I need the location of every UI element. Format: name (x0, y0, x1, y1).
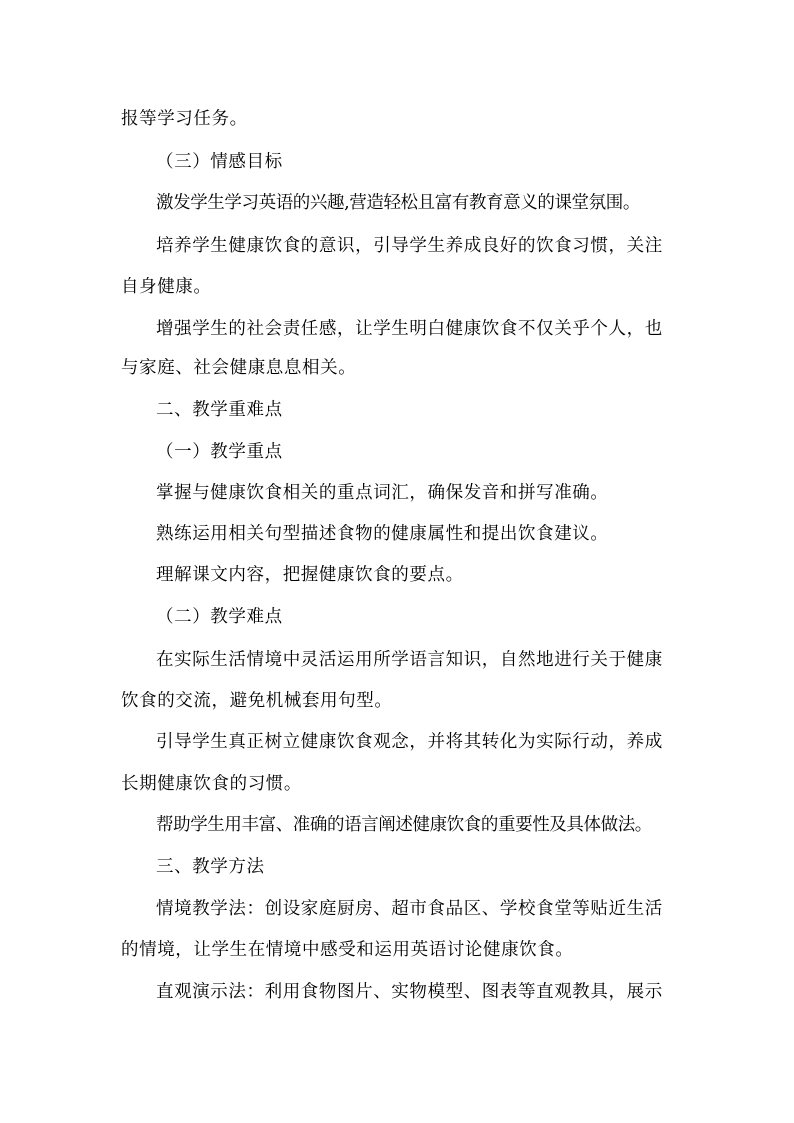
subheading-difficulties: （二）教学难点 (156, 607, 283, 627)
paragraph-line: 直观演示法：利用食物图片、实物模型、图表等直观教具，展示 (156, 982, 663, 1002)
section-heading-teaching-methods: 三、教学方法 (156, 857, 265, 877)
paragraph-line: 增强学生的社会责任感，让学生明白健康饮食不仅关乎个人，也 (156, 319, 663, 339)
paragraph-line: 自身健康。 (121, 277, 212, 297)
paragraph-line: 的情境，让学生在情境中感受和运用英语讨论健康饮食。 (121, 940, 574, 960)
subheading-key-points: （一）教学重点 (156, 442, 283, 462)
paragraph-line: 帮助学生用丰富、准确的语言阐述健康饮食的重要性及具体做法。 (156, 815, 652, 835)
paragraph-line: 引导学生真正树立健康饮食观念，并将其转化为实际行动，养成 (156, 732, 663, 752)
paragraph-line: 情境教学法：创设家庭厨房、超市食品区、学校食堂等贴近生活 (156, 899, 663, 919)
paragraph-continuation: 报等学习任务。 (121, 109, 248, 129)
paragraph-line: 饮食的交流，避免机械套用句型。 (121, 691, 393, 711)
paragraph-line: 与家庭、社会健康息息相关。 (121, 358, 357, 378)
paragraph-line: 培养学生健康饮食的意识，引导学生养成良好的饮食习惯，关注 (156, 236, 663, 256)
paragraph-line: 掌握与健康饮食相关的重点词汇，确保发音和拼写准确。 (156, 483, 609, 503)
paragraph-line: 理解课文内容，把握健康饮食的要点。 (156, 565, 464, 585)
paragraph-line: 熟练运用相关句型描述食物的健康属性和提出饮食建议。 (156, 524, 609, 544)
paragraph-line: 在实际生活情境中灵活运用所学语言知识，自然地进行关于健康 (156, 650, 663, 670)
paragraph-line: 长期健康饮食的习惯。 (121, 774, 302, 794)
section-heading-key-difficulties: 二、教学重难点 (156, 400, 283, 420)
paragraph-line: 激发学生学习英语的兴趣,营造轻松且富有教育意义的课堂氛围。 (156, 193, 640, 213)
subheading-affective-goals: （三）情感目标 (156, 152, 283, 172)
